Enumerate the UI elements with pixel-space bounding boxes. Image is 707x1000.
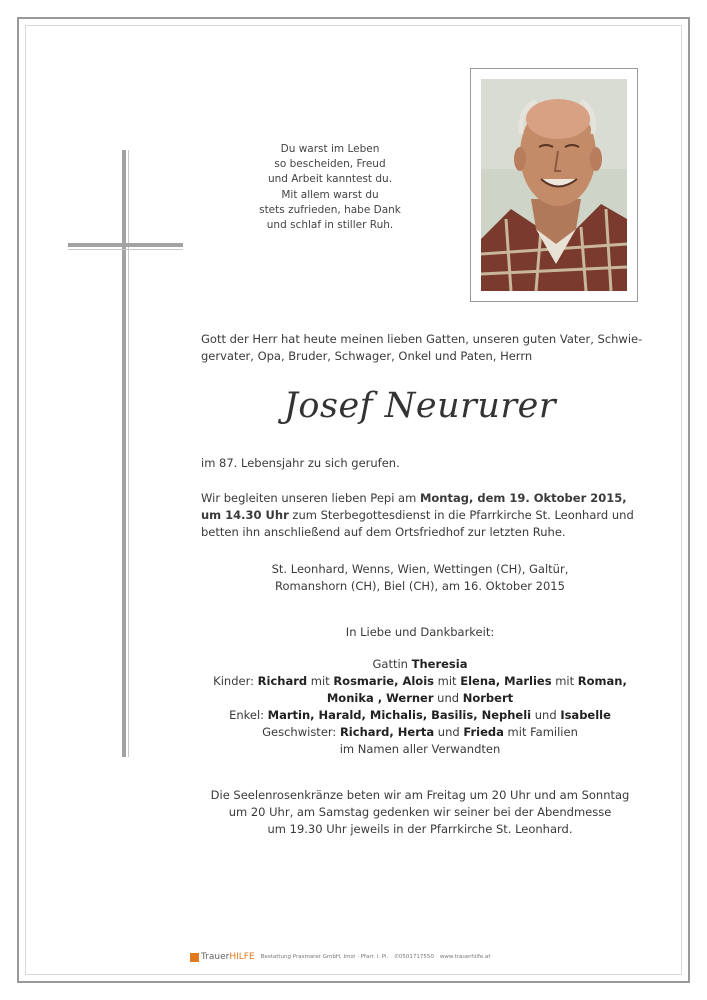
funeral-details — [201, 490, 641, 541]
poem-line: so bescheiden, Freud — [274, 158, 386, 171]
grandchild-name: Isabelle — [560, 708, 611, 722]
brand-part: HILFE — [229, 952, 255, 962]
connector: und — [531, 708, 561, 722]
label: Gattin — [372, 657, 412, 671]
brand-logo-icon — [190, 953, 199, 962]
poem — [200, 142, 460, 233]
connector: und — [433, 691, 463, 705]
places-line: St. Leonhard, Wenns, Wien, Wettingen (CH), Galtür, — [271, 562, 569, 576]
funeral-text: zum Sterbegottesdienst in die Pfarrkirche St. Leonhard und — [288, 508, 634, 522]
connector: mit Familien — [503, 725, 578, 739]
rosary-text — [160, 787, 680, 838]
intro-text — [201, 331, 641, 365]
connector: mit — [307, 674, 334, 688]
family-grandchildren — [160, 707, 680, 724]
poem-line: stets zufrieden, habe Dank — [259, 203, 401, 216]
funeral-text: betten ihn anschließend auf dem Ortsfriedhof zur letzten Ruhe. — [201, 525, 566, 539]
intro-line: Gott der Herr hat heute meinen lieben Gatten, unseren guten Vater, Schwie- — [201, 332, 643, 346]
poem-line: und schlaf in stiller Ruh. — [266, 219, 394, 232]
grandchild-names: Martin, Harald, Michalis, Basilis, Nepheli — [267, 708, 532, 722]
connector: mit — [551, 674, 578, 688]
connector: und — [434, 725, 464, 739]
rosary-line: um 19.30 Uhr jeweils in der Pfarrkirche St. Leonhard. — [267, 822, 573, 836]
poem-line: und Arbeit kanntest du. — [267, 173, 393, 186]
deceased-name: Josef Neururer — [283, 386, 557, 426]
rosary-line: um 20 Uhr, am Samstag gedenken wir seiner bei der Abendmesse — [228, 805, 612, 819]
funeral-date: Montag, dem 19. Oktober 2015, — [419, 491, 627, 505]
places-date — [200, 561, 640, 595]
poem-line: Mit allem warst du — [281, 188, 379, 201]
family-children-2 — [160, 690, 680, 707]
funeral-time: um 14.30 Uhr — [201, 508, 289, 522]
label: Enkel: — [229, 708, 268, 722]
intro-line: gervater, Opa, Bruder, Schwager, Onkel und Paten, Herrn — [201, 349, 533, 363]
poem-line: Du warst im Leben — [280, 143, 380, 155]
footer-company: Bestattung Prasmarer GmbH, Imst · Pfarr. i. Pi. — [260, 954, 389, 960]
sibling-names: Richard, Herta — [339, 725, 435, 739]
sibling-name: Frieda — [463, 725, 504, 739]
family-list — [160, 656, 680, 758]
footer-website[interactable]: www.trauerhilfe.at — [439, 954, 491, 960]
child-name: Norbert — [462, 691, 514, 705]
brand-part: Trauer — [201, 952, 230, 962]
label: Geschwister: — [262, 725, 340, 739]
child-name: Richard — [257, 674, 308, 688]
family-relatives: im Namen aller Verwandten — [339, 742, 501, 756]
child-name: Monika , Werner — [326, 691, 434, 705]
family-spouse — [160, 656, 680, 673]
brand-name — [201, 952, 255, 962]
places-line: Romanshorn (CH), Biel (CH), am 16. Oktober 2015 — [275, 579, 565, 593]
child-name: Roman, — [577, 674, 627, 688]
footer-phone: ✆0501717550 — [394, 954, 434, 960]
child-name: Elena, Marlies — [460, 674, 552, 688]
footer — [190, 952, 530, 966]
age-line: im 87. Lebensjahr zu sich gerufen. — [201, 456, 400, 470]
love-line: In Liebe und Dankbarkeit: — [345, 625, 495, 639]
family-siblings — [160, 724, 680, 741]
family-children — [160, 673, 680, 690]
connector: mit — [434, 674, 461, 688]
child-name: Rosmarie, Alois — [333, 674, 434, 688]
portrait-image — [481, 79, 627, 291]
label: Kinder: — [213, 674, 258, 688]
rosary-line: Die Seelenrosenkränze beten wir am Freitag um 20 Uhr und am Sonntag — [210, 788, 630, 802]
funeral-text: Wir begleiten unseren lieben Pepi am — [201, 491, 420, 505]
spouse-name: Theresia — [411, 657, 468, 671]
portrait-photo — [470, 68, 638, 302]
